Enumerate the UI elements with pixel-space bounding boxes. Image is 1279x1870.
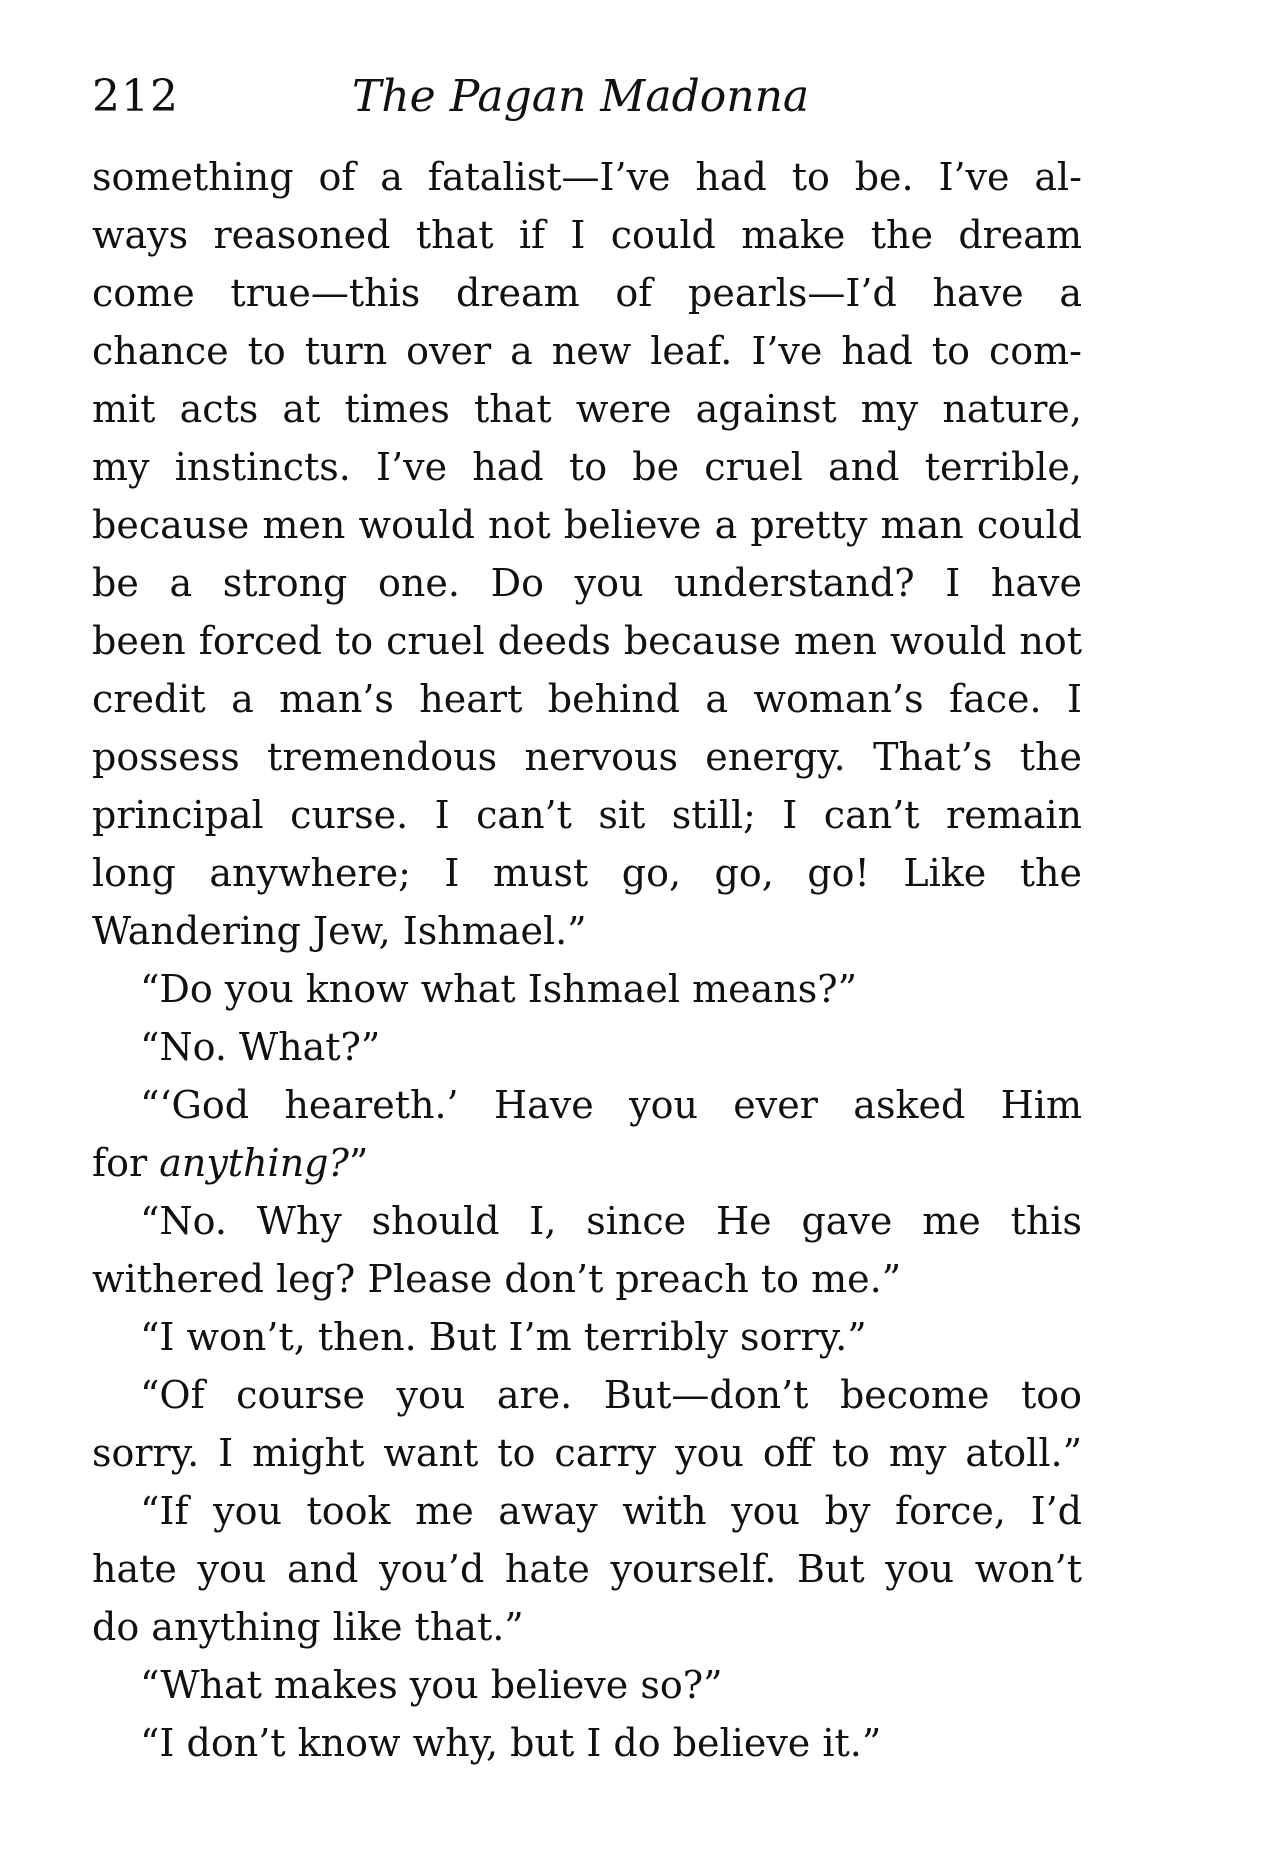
text-line: “No. Why should I, since He gave me this <box>140 1199 1082 1243</box>
text-line: be a strong one. Do you understand? I have <box>92 561 1082 605</box>
text-segment-italic: anything? <box>159 1141 349 1185</box>
text-line: do anything like that.” <box>92 1605 524 1649</box>
text-line: “No. What?” <box>140 1025 381 1069</box>
text-line: sorry. I might want to carry you off to my atoll.” <box>92 1431 1082 1475</box>
body-text <box>92 148 1082 1772</box>
text-line: Wandering Jew, Ishmael.” <box>92 909 587 953</box>
text-line: ways reasoned that if I could make the dream <box>92 213 1082 257</box>
text-line: mit acts at times that were against my nature, <box>92 387 1082 431</box>
text-line: because men would not believe a pretty man could <box>92 503 1082 547</box>
text-line: principal curse. I can’t sit still; I can’t remain <box>92 793 1082 837</box>
running-title: The Pagan Madonna <box>352 71 810 122</box>
text-line <box>92 1134 1082 1192</box>
text-line: “Of course you are. But—don’t become too <box>140 1373 1082 1417</box>
text-line: possess tremendous nervous energy. That’s the <box>92 735 1082 779</box>
text-line: been forced to cruel deeds because men would not <box>92 619 1082 663</box>
text-line: “I won’t, then. But I’m terribly sorry.” <box>140 1315 867 1359</box>
text-segment: for <box>92 1141 148 1185</box>
text-line: come true—this dream of pearls—I’d have a <box>92 271 1082 315</box>
text-segment: ” <box>348 1141 369 1185</box>
text-line: long anywhere; I must go, go, go! Like the <box>92 851 1082 895</box>
page-number: 212 <box>92 71 179 122</box>
running-head <box>92 62 1082 132</box>
text-line: “Do you know what Ishmael means?” <box>140 967 858 1011</box>
text-line: chance to turn over a new leaf. I’ve had to com- <box>92 329 1082 373</box>
text-line: my instincts. I’ve had to be cruel and terrible, <box>92 445 1082 489</box>
text-line: “If you took me away with you by force, I’d <box>140 1489 1082 1533</box>
text-line: withered leg? Please don’t preach to me.” <box>92 1257 902 1301</box>
text-line: credit a man’s heart behind a woman’s face. I <box>92 677 1082 721</box>
text-line: “I don’t know why, but I do believe it.” <box>140 1721 882 1765</box>
text-line: something of a fatalist—I’ve had to be. I’ve al- <box>92 155 1082 199</box>
text-line: “What makes you believe so?” <box>140 1663 723 1707</box>
text-line: hate you and you’d hate yourself. But you won’t <box>92 1547 1082 1591</box>
text-line: “‘God heareth.’ Have you ever asked Him <box>140 1083 1082 1127</box>
